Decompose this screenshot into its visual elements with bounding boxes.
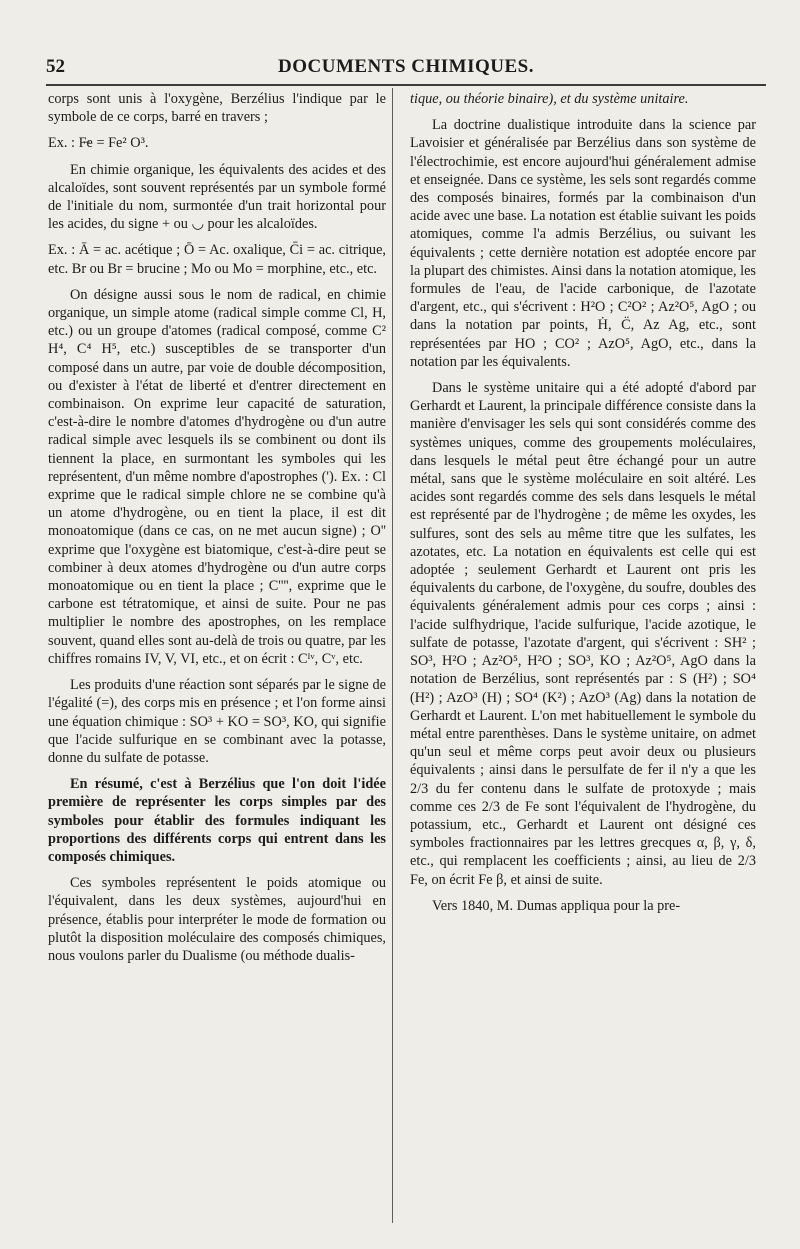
paragraph: Ces symboles représentent le poids atomique ou l'équivalent, dans les deux systèmes, aujourd'hui en présence, établis pour interpréter le mode de formation ou plutôt la disposition moléculaire des composés chimiques, nous voulons parler du Dualisme (ou méthode dualis-	[48, 875, 386, 964]
left-column	[48, 90, 386, 973]
paragraph: Dans le système unitaire qui a été adopté d'abord par Gerhardt et Laurent, la principale différence consiste dans la manière d'envisager les sels qui sont considérés comme des systèmes uniques, comme des groupements moléculaires, dans lesquels le métal peut être échangé pour un autre métal, sans que le système moléculaire en soit altéré. Les acides sont regardés comme des sels dans lesquels le métal est représenté par de l'hydrogène ; de même les oxydes, les sulfures, sont des sels au même titre que les sulfates, les azotates, etc. La notation en équivalents est celle qui est adoptée ; seulement Gerhardt et Laurent ont pris les équivalents du carbone, de l'oxygène, du soufre, doubles des équivalents généralement admis pour ces corps ; ainsi : l'acide sulfhydrique, l'acide sulfurique, l'acide azotique, le sulfate de potasse, l'azotate d'argent, qui s'écrivent : SH² ; SO³, H²O ; Az²O⁵, H²O ; SO³, KO ; Az²O⁵, AgO dans la notation de Berzélius, sont représentés par : S (H²) ; SO⁴ (H²) ; AzO³ (H) ; SO⁴ (K²) ; AzO³ (Ag) dans la notation de Gerhardt et Laurent. L'on met habituellement le symbole du métal entre parenthèses. Dans le système unitaire, on admet qu'un seul et même corps peut avoir deux ou plusieurs équivalents ; ainsi dans le persulfate de fer il n'y a que les 2/3 du fer contenu dans le sulfate de protoxyde ; mais comme ces 2/3 de Fe sont l'équivalent de l'hydrogène, du potassium, etc., Gerhardt et Laurent ont désigné ces symboles fractionnaires par les lettres grecques α, β, γ, δ, etc., qui remplacent les coefficients ; ainsi, au lieu de 2/3 Fe, on écrit Fe β, et ainsi de suite.	[410, 380, 757, 888]
page-header	[46, 50, 766, 84]
header-rule	[46, 84, 766, 86]
paragraph: On désigne aussi sous le nom de radical, en chimie organique, un simple atome (radical simple comme Cl, H, etc.) ou un groupe d'atomes (radical composé, comme C² H⁴, C⁴ H⁵, etc.) susceptibles de se transporter d'un composé dans un autre, par voie de double décomposition, ou d'exister à l'état de liberté et d'entrer directement en combinaison. On exprime leur capacité de saturation, c'est-à-dire le nombre d'atomes d'hydrogène ou d'un autre radical simple avec lesquels ils se combinent ou dont ils tiennent la place, en surmontant les symboles qui les représentent, d'un même nombre d'apostrophes ('). Ex. : Cl exprime que le radical simple chlore ne se combine qu'à un atome d'hydrogène, ou en tient la place, il est dit monoatomique (dans ce cas, on ne met aucun signe) ; O'' exprime que l'oxygène est biatomique, c'est-à-dire peut se combiner à deux atomes d'hydrogène ou d'un autre corps monoatomique ou en tient la place ; C'''', exprime que le carbone est tétratomique, et ainsi de suite. Pour ne pas multiplier le nombre des apostrophes, on les remplace souvent, quand elles sont au-delà de trois ou quatre, par les chiffres romains IV, V, VI, etc., et on écrit : Cᴵᵛ, Cᵛ, etc.	[48, 286, 386, 667]
right-column	[410, 90, 756, 923]
paragraph: Les produits d'une réaction sont séparés par le signe de l'égalité (=), des corps mis en présence ; et l'on forme ainsi une équation chimique : SO³ + KO = SO³, KO, qui signifie que l'acide sulfurique en se combinant avec la potasse, donne du sulfate de potasse.	[48, 677, 386, 766]
paragraph: En résumé, c'est à Berzélius que l'on doit l'idée première de représenter les corps simples par des symboles pour établir des formules indiquant les proportions des différents corps qui entrent dans les composés chimiques.	[48, 776, 386, 865]
paragraph: tique, ou théorie binaire), et du système unitaire.	[410, 91, 689, 107]
paragraph: Vers 1840, M. Dumas appliqua pour la pre-	[432, 897, 681, 914]
example-line: Ex. : F̶e = Fe² O³.	[48, 135, 149, 152]
running-title: DOCUMENTS CHIMIQUES.	[278, 56, 534, 77]
page-number: 52	[46, 56, 65, 77]
example-line: Ex. : Ā = ac. acétique ; Ō = Ac. oxalique, C̄i = ac. citrique, etc. Br ou Br = brucine ; Mo ou Mo = morphine, etc., etc.	[48, 242, 386, 277]
paragraph: La doctrine dualistique introduite dans la science par Lavoisier et généralisée par Berzélius dans son système de l'électrochimie, est encore aujourd'hui généralement admise et enseignée. Dans ce système, les sels sont regardés comme des composés binaires, formés par la combinaison d'un acide avec une base. La notation est établie suivant les poids atomiques, comme l'a admis Berzélius, ou suivant les équivalents ; cette dernière notation est adoptée encore par la plupart des chimistes. Ainsi dans la notation atomique, les formules de l'eau, de l'acide carbonique, de l'azotate d'argent, etc., qui s'écrivent : H²O ; C²O² ; Az²O⁵, AgO ; ou dans la notation par points, Ḣ, C̈, Az Ag, etc., sont représentées par HO ; CO² ; AzO⁵, AgO, etc., dans la notation par les équivalents.	[410, 117, 756, 370]
column-divider	[392, 88, 393, 1223]
paragraph: En chimie organique, les équivalents des acides et des alcaloïdes, sont souvent représentés par un symbole formé de l'initiale du nom, surmontée d'un trait horizontal pour les acides, du signe + ou ◡ pour les alcaloïdes.	[48, 161, 386, 233]
paragraph: corps sont unis à l'oxygène, Berzélius l'indique par le symbole de ce corps, barré en travers ;	[48, 91, 386, 126]
